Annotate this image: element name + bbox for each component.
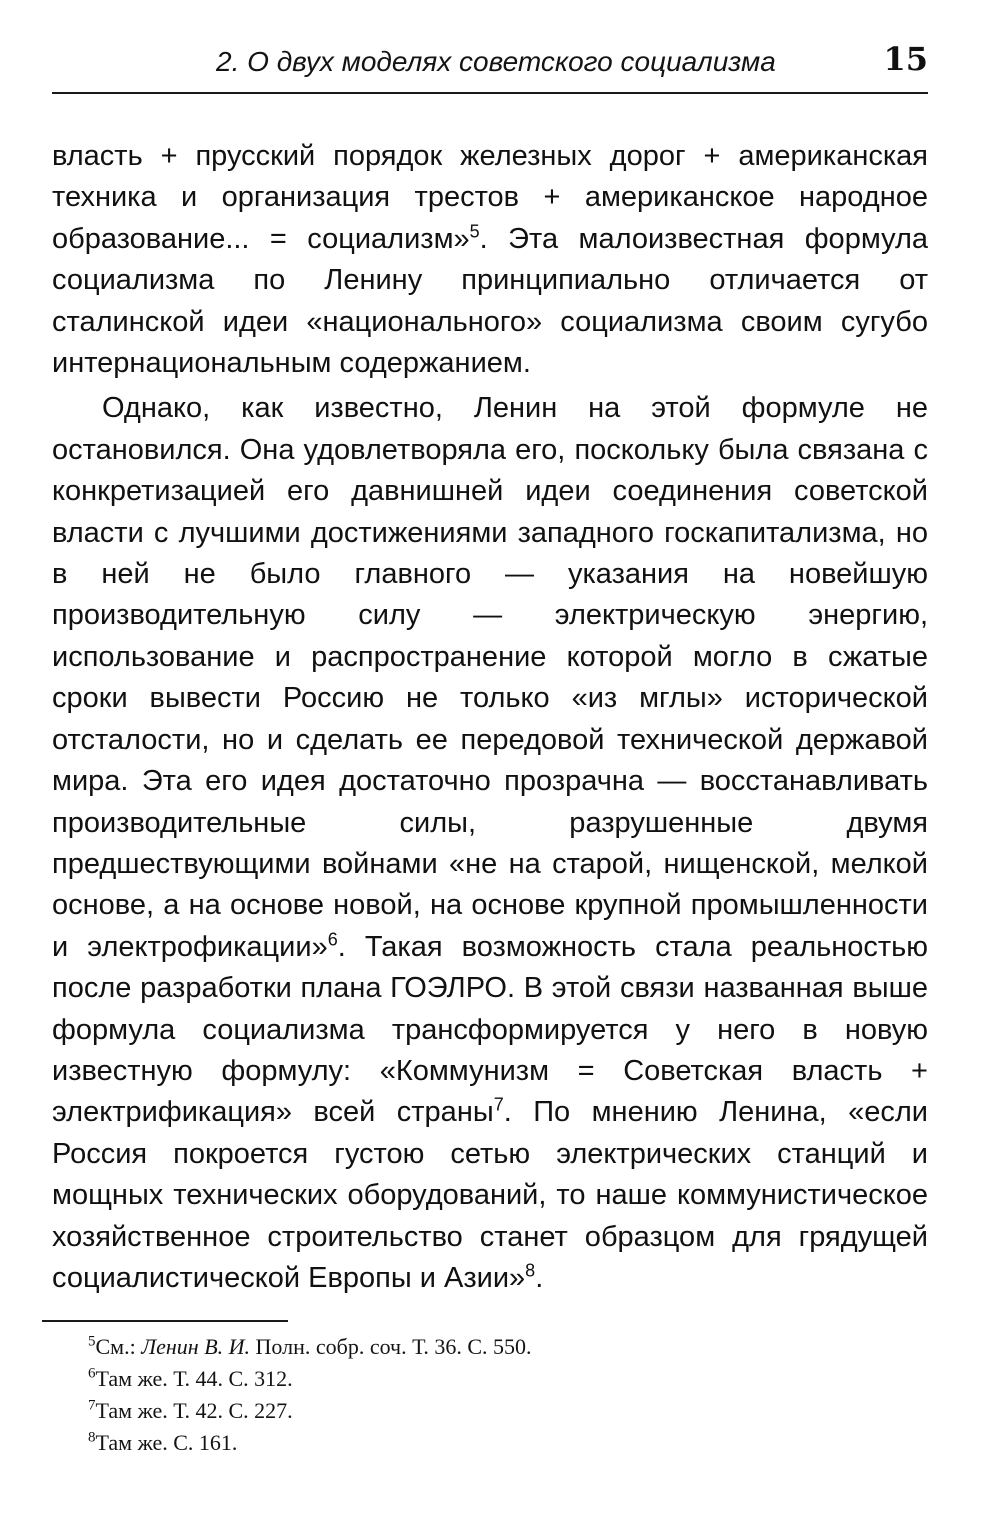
footnote-divider [42,1320,288,1322]
paragraph-text: . Такая возможность стала реальностью после разработки плана ГОЭЛРО. В этой связи названная выше формула социализма трансформируется у него в новую известную формулу: «Коммунизм = Советская власть + электрификация» всей страны [52,930,929,1129]
footnote-6 [88,1363,928,1395]
page-number: 15 [883,40,928,78]
footnote-7 [88,1395,928,1427]
footnote-prefix: См.: [95,1334,142,1359]
paragraph-text: . По мнению Ленина, «если Россия покроется густою сетью электрических станций и мощных технических оборудований, то наше коммунистическое хозяйственное строительство станет образцом для грядущей социалистической Европы и Азии» [52,1096,928,1294]
paragraph-2 [52,388,928,1299]
footnote-number: 7 [88,1397,96,1414]
footnote-ref-8[interactable]: 8 [525,1260,536,1281]
paragraph-text: . [535,1261,544,1294]
chapter-title: 2. О двух моделях советского социализма [216,46,776,77]
paragraph-1 [52,136,928,384]
paragraph-text: . Эта малоизвестная формула социализма по Ленину принципиально отличается от сталинской идеи «национального» социализма своим сугубо интернациональным содержанием. [52,222,928,380]
running-header [52,40,928,94]
footnote-author: Ленин В. И. [141,1334,251,1359]
main-text [52,136,928,1299]
paragraph-text: власть + прусский порядок железных дорог + американская техника и организация трестов + американское народное образование... = социализм» [52,140,928,255]
paragraph-text: Однако, как известно, Ленин на этой формуле не остановился. Она удовлетворяла его, поскольку была связана с конкретизацией его давнишней идеи соединения советской власти с лучшими достижениями западного госкапитализма, но в ней не было главного — указания на новейшую производительную силу — электрическую энергию, использование и распространение которой могло в сжатые сроки вывести Россию не только «из мглы» исторической отсталости, но и сделать ее передовой технической державой мира. Эта его идея достаточно прозрачна — восстанавливать производительные силы, разрушенные двумя предшествующими войнами «не на старой, нищенской, мелкой основе, а на основе новой, на основе крупной промышленности и электрофикации» [52,392,928,963]
footnote-text: Полн. собр. соч. Т. 36. С. 550. [250,1334,532,1359]
footnote-number: 8 [88,1429,96,1446]
footnote-ref-6[interactable]: 6 [327,929,338,950]
footnote-5 [88,1331,928,1363]
footnote-number: 5 [88,1333,96,1350]
footnote-text: Там же. Т. 42. С. 227. [95,1398,293,1423]
footnote-number: 6 [88,1365,96,1382]
footnote-ref-7[interactable]: 7 [493,1094,504,1115]
footnote-text: Там же. Т. 44. С. 312. [95,1366,293,1391]
footnote-text: Там же. С. 161. [95,1430,238,1455]
footnote-8 [88,1427,928,1459]
footnotes [88,1331,928,1459]
footnote-ref-5[interactable]: 5 [469,221,480,242]
